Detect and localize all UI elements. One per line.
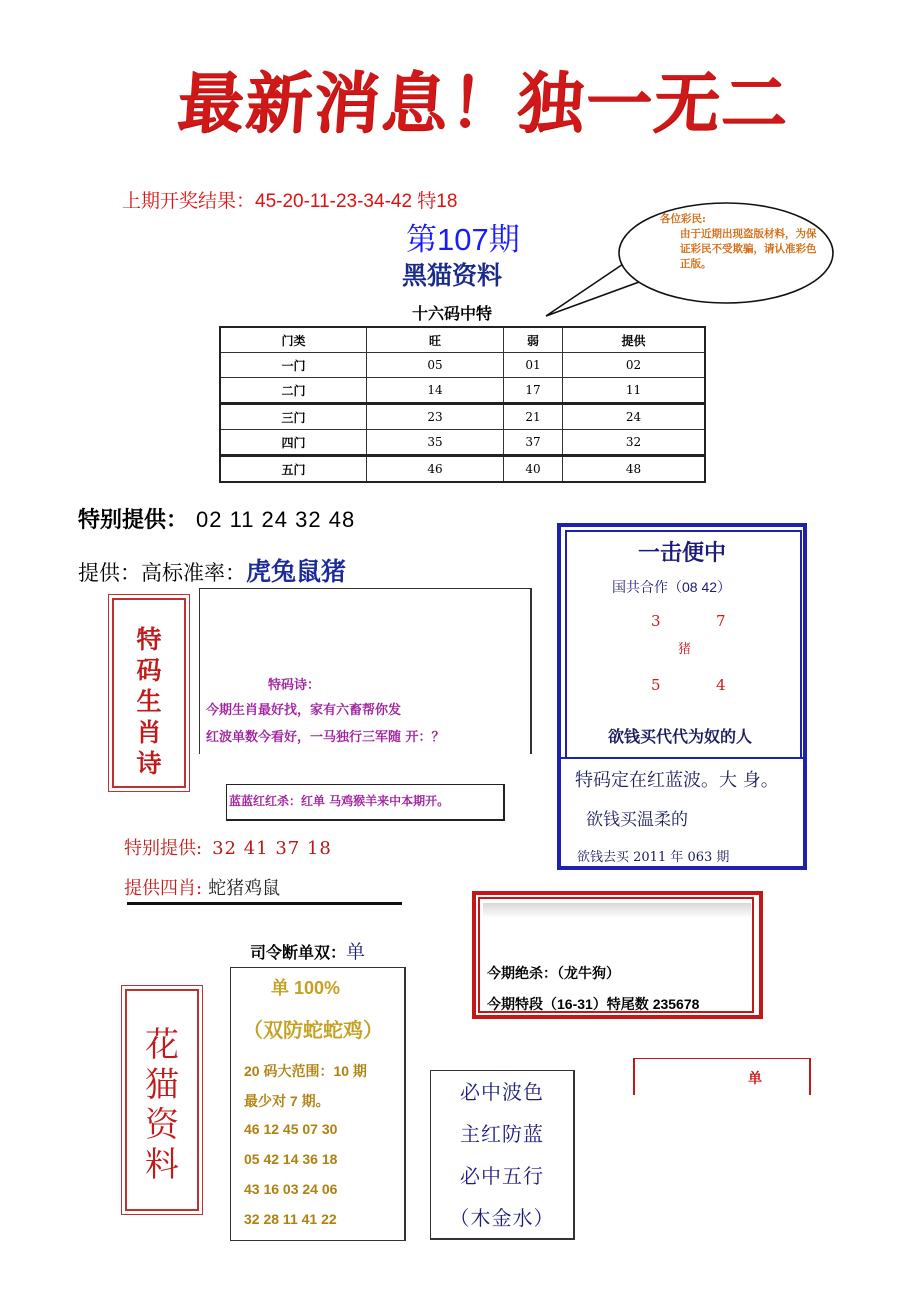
red-box-segment: 今期特段（16-31）特尾数 235678	[487, 996, 700, 1012]
table-cell: 二门	[220, 378, 367, 404]
table-row	[220, 378, 705, 404]
hit-box-line-2: 欲钱买温柔的	[586, 810, 688, 830]
wave-line: 必中五行	[460, 1164, 544, 1188]
table-cell: 01	[504, 353, 563, 378]
table-header: 弱	[504, 327, 563, 353]
wave-line: （木金水）	[449, 1206, 555, 1230]
table-cell: 05	[367, 353, 504, 378]
last-result: 上期开奖结果：45-20-11-23-34-42 特18	[122, 191, 458, 212]
order-line	[250, 937, 365, 964]
zodiac-poem-frame	[112, 598, 186, 788]
hit-box-line-3: 欲钱去买 2011 年 063 期	[577, 850, 730, 865]
headline: 最新消息！独一无二	[174, 64, 793, 142]
table-cell: 32	[563, 430, 706, 456]
wave-line: 必中波色	[460, 1080, 544, 1104]
gold-line: 32 28 11 41 22	[244, 1211, 337, 1227]
table-cell: 21	[504, 404, 563, 430]
bubble-line-2: 由于近期出现盗版材料，为保证彩民不受欺骗，请认准彩色正版。	[680, 228, 817, 270]
special-provide-2-label: 特别提供:	[124, 838, 203, 859]
order-label: 司令断单双：	[250, 945, 347, 962]
gold-single: 单 100%	[271, 978, 341, 998]
table-cell: 48	[563, 456, 706, 483]
table-cell: 五门	[220, 456, 367, 483]
wave-line: 主红防蓝	[460, 1122, 544, 1146]
hit-box-line-1: 特码定在红蓝波。大 身。	[575, 770, 779, 791]
bubble-line-1: 各位彩民:	[660, 213, 706, 225]
issue-number: 第107期	[406, 222, 520, 257]
table-cell: 24	[563, 404, 706, 430]
hit-number: 7	[716, 612, 726, 630]
table-cell: 11	[563, 378, 706, 404]
provide-line-label: 提供：高标准率：	[78, 562, 246, 585]
gold-line: 05 42 14 36 18	[244, 1151, 338, 1167]
gold-line: 最少对 7 期。	[244, 1093, 330, 1109]
table-cell: 23	[367, 404, 504, 430]
special-provide-2	[124, 834, 332, 860]
provide-line	[78, 552, 346, 588]
corner-text: 单	[748, 1070, 762, 1086]
special-provide	[78, 503, 355, 534]
four-zodiac	[124, 874, 280, 900]
special-provide-value: 02 11 24 32 48	[196, 507, 356, 532]
hit-number: 3	[651, 612, 661, 630]
table-title: 十六码中特	[412, 304, 493, 323]
hit-box-riddle: 欲钱买代代为奴的人	[608, 729, 753, 746]
table-cell: 一门	[220, 353, 367, 378]
poem-line-1: 今期生肖最好找，家有六畜帮你发	[206, 703, 402, 718]
gold-line: 43 16 03 24 06	[244, 1181, 338, 1197]
flower-cat-label: 花 猫 资 料	[145, 1025, 179, 1185]
special-provide-2-value: 32 41 37 18	[212, 838, 332, 859]
flower-cat-frame	[125, 989, 199, 1211]
hit-box-title: 一击便中	[637, 540, 726, 566]
order-value: 单	[346, 941, 366, 963]
table-cell: 35	[367, 430, 504, 456]
table-cell: 02	[563, 353, 706, 378]
bubble-text	[660, 212, 820, 272]
gold-guard: （双防蛇蛇鸡）	[243, 1018, 383, 1042]
table-cell: 46	[367, 456, 504, 483]
hit-box-coop: 国共合作（08 42）	[612, 579, 732, 595]
table-cell: 三门	[220, 404, 367, 430]
table-row	[220, 456, 705, 483]
table-cell: 14	[367, 378, 504, 404]
odds-table	[219, 326, 706, 483]
table-row	[220, 404, 705, 430]
kill-note: 蓝蓝红红杀：红单 马鸡猴羊来中本期开。	[229, 794, 450, 808]
table-row	[220, 353, 705, 378]
poem-title: 特码诗：	[268, 678, 321, 693]
table-cell: 17	[504, 378, 563, 404]
table-cell: 37	[504, 430, 563, 456]
table-header: 提供	[563, 327, 706, 353]
corner-box	[633, 1058, 811, 1095]
table-header-row	[220, 327, 705, 353]
four-zodiac-label: 提供四肖:	[124, 878, 203, 899]
table-header: 旺	[367, 327, 504, 353]
red-box-kill: 今期绝杀：（龙牛狗）	[487, 965, 620, 981]
hit-number: 4	[716, 676, 726, 694]
table-cell: 四门	[220, 430, 367, 456]
table-header: 门类	[220, 327, 367, 353]
special-provide-label: 特别提供：	[78, 507, 189, 532]
gold-line: 46 12 45 07 30	[244, 1121, 338, 1137]
table-row	[220, 430, 705, 456]
table-cell: 40	[504, 456, 563, 483]
gold-line: 20 码大范围：10 期	[244, 1063, 367, 1079]
zodiac-poem-label: 特 码 生 肖 诗	[136, 625, 162, 778]
poem-line-2: 红波单数今看好，一马独行三军随 开：？	[206, 730, 445, 745]
four-zodiac-value: 蛇猪鸡鼠	[208, 878, 281, 899]
hit-zodiac: 猪	[678, 642, 692, 657]
red-box-shade	[483, 903, 751, 918]
divider	[127, 902, 402, 905]
provide-line-value: 虎兔鼠猪	[246, 557, 347, 586]
brand-title: 黑猫资料	[402, 261, 503, 290]
hit-number: 5	[651, 676, 661, 694]
